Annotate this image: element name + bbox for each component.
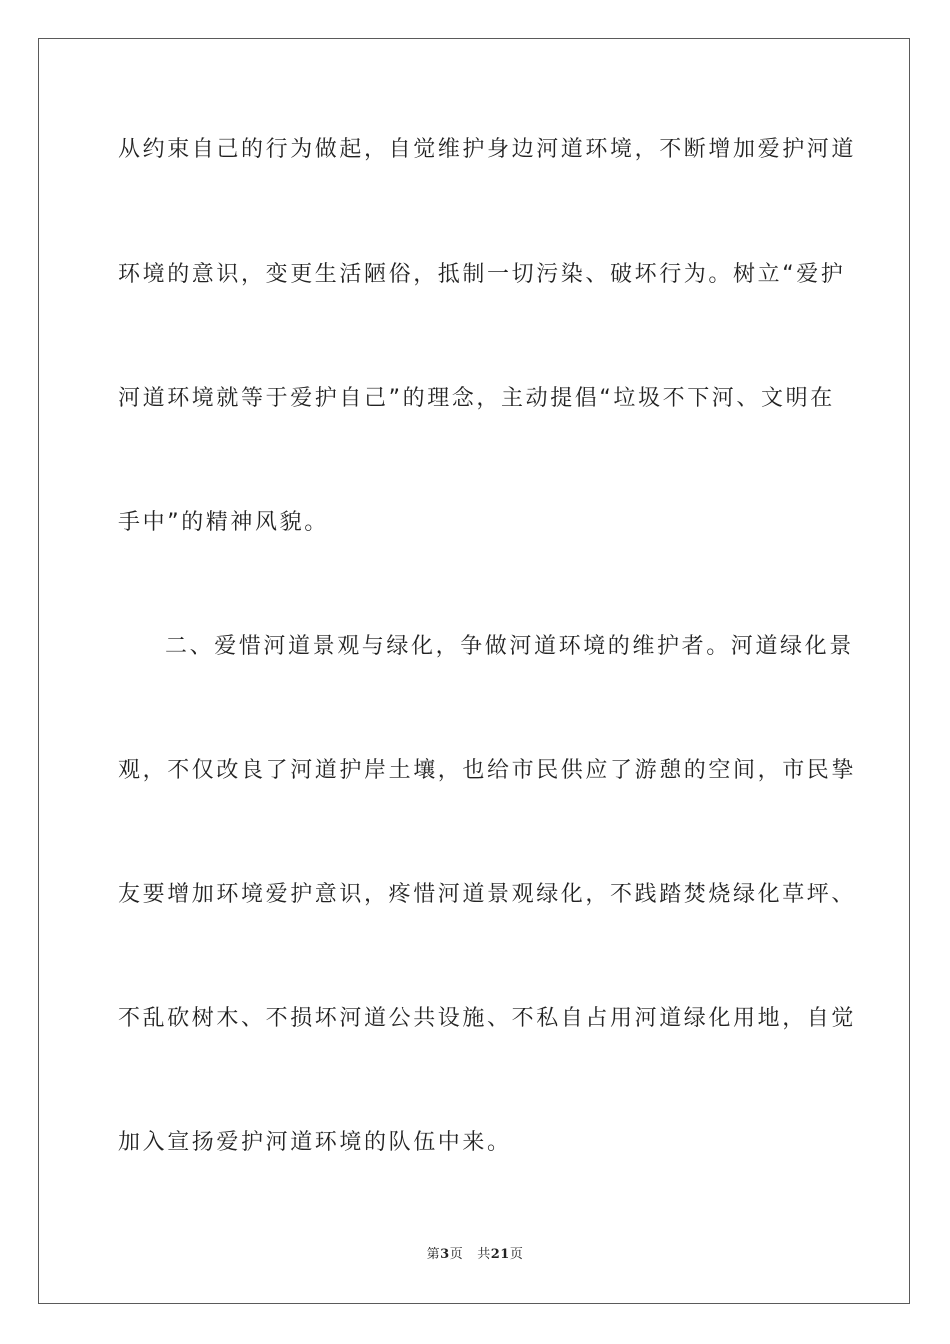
page-footer xyxy=(0,1246,950,1264)
body-text-line: 不乱砍树木、不损坏河道公共设施、不私自占用河道绿化用地，自觉 xyxy=(118,1006,857,1031)
page-number: 3 xyxy=(440,1247,450,1262)
total-pages: 21 xyxy=(490,1247,510,1262)
body-text-line: 加入宣扬爱护河道环境的队伍中来。 xyxy=(118,1130,512,1155)
body-text-line: 友要增加环境爱护意识，疼惜河道景观绿化，不践踏焚烧绿化草坪、 xyxy=(118,882,857,907)
body-text-line: 从约束自己的行为做起，自觉维护身边河道环境，不断增加爱护河道 xyxy=(118,137,857,162)
paragraph-start-line: 二、爱惜河道景观与绿化，争做河道环境的维护者。河道绿化景 xyxy=(165,634,854,659)
body-text-line: 手中”的精神风貌。 xyxy=(118,510,329,535)
page-label-prefix: 第 xyxy=(426,1247,441,1262)
total-label-suffix: 页 xyxy=(509,1247,524,1262)
body-text-line: 观，不仅改良了河道护岸土壤，也给市民供应了游憩的空间，市民挚 xyxy=(118,758,857,783)
body-text-line: 河道环境就等于爱护自己”的理念，主动提倡“垃圾不下河、文明在 xyxy=(118,386,835,411)
page-label-suffix: 页 xyxy=(449,1247,464,1262)
body-text-line: 环境的意识，变更生活陋俗，抵制一切污染、破坏行为。树立“爱护 xyxy=(118,262,846,287)
page-border xyxy=(38,38,910,1304)
total-label-prefix: 共 xyxy=(477,1247,491,1262)
